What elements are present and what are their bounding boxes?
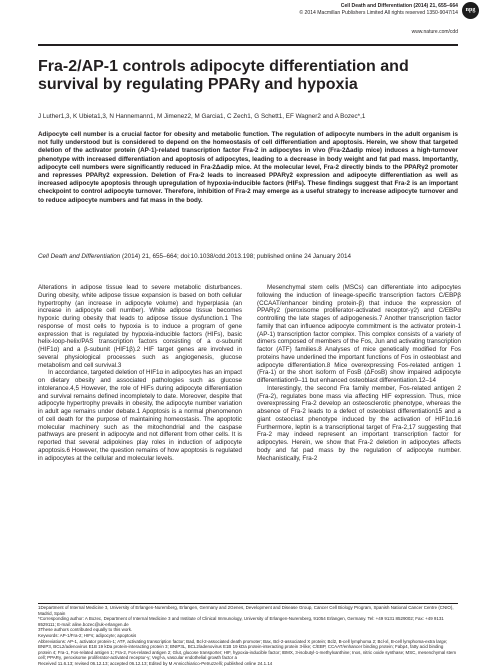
article-title: Fra-2/AP-1 controls adipocyte differentiation and survival by regulating PPARγ and hypoxia (38, 58, 409, 93)
abbreviations: Abbreviations: AP-1, activator protein-1; ATF, activating transcription factor; Bad, Bcl-2-associated death promoter; Bax, Bcl-2-associated X protein; Bcl2, B-cell lymphoma 2; Bcl-xl, B-cell lymphoma-extra large; BNIP3, BCL2/adenovirus E1B 19 kDa protein-interacting protein 3; BNIP3L, BCL2/adenovirus E1B 19 kDa protein-interacting protein 3-like; C/EBP, CCAAT/enhancer binding protein; Fabp4, fatty acid binding protein 4; Fra-1, Fos-related antigen 1; Fra-2, Fos-related antigen 2; Glut, glucose transporter; HIF, hypoxia-inducible factor; IBMX, 3-isobutyl-1-methylxanthine; Inos, nitric oxide synthase; MSC, mesenchymal stem cell; PPARγ, peroxisome proliferator-activated receptor-γ; Vegf-a, vascular endothelial growth factor a (38, 638, 457, 661)
body-column-right (257, 284, 461, 462)
paragraph: Alterations in adipose tissue lead to severe metabolic disturbances. During obesity, white adipose tissue expansion is based on both cellular hypertrophy (an increase in adipocyte volume) and hyperplasia (an increase in adipocyte cell number). White adipose tissue becomes hypoxic during obesity that leads to adipose tissue dysfunction.1 The response of most cells to hypoxia is to induce a program of gene expression that is regulated by hypoxia-inducible factors (HIFs), basic helix-loop-helix/PAS transcription factors consisting of a α-subunit (HIF1α) and a β-subunit (HIF1β).2 HIF target genes are involved in several physiological processes such as angiogenesis, glucose metabolism and cell survival.3 (38, 284, 242, 369)
equal-contribution: 3These authors contributed equally to this work. (38, 627, 133, 633)
author-list: J Luther1,3, K Ubieta1,3, N Hannemann1, M Jimenez2, M Garcia1, C Zech1, G Schett1, EF Wagner2 and A Bozec*,1 (38, 113, 366, 120)
npg-logo: npg (462, 2, 479, 19)
received-dates: Received 11.6.13; revised 06.12.13; accepted 06.12.13; Edited by M Annicchiarico-Petruzzelli; published online 24.1.14 (38, 660, 273, 666)
paragraph: In accordance, targeted deletion of HIF1α in adipocytes has an impact on dietary obesity and associated pathologies such as glucose intolerance.4,5 However, the role of HIFs during adipocyte differentiation and survival remains defined incompletely to date. Moreover, despite that adipocyte hypertrophy prevails in obesity, the adipocyte number variation in adult age remains under debate.1 Apoptosis is a normal phenomenon of cell death for the purpose of maintaining homeostasis. The apoptotic molecular machinery such as the mitochondrial and the caspase pathways are present in adipocyte and not different from other cells. It is reported that several adipokines play roles in induction of adipocyte apoptosis.6 However, the question remains of how apoptosis is regulated in adipocytes at the cellular and molecular levels. (38, 369, 243, 462)
abstract: Adipocyte cell number is a crucial factor for obesity and metabolic function. The regulation of adipocyte numbers in the adult organism is not fully understood but is considered to depend on the homeostasis of cell differentiation and apoptosis. Herein, we show that targeted deletion of the activator protein (AP-1)-related transcription factor Fra-2 in adipocytes in vivo (Fra-2Δadip mice) induces a high-turnover phenotype with increased differentiation and apoptosis of adipocytes, leading to a decrease in body weight and fat pad mass. Importantly, adipocyte cell numbers were significantly reduced in Fra-2Δadip mice. At the molecular level, Fra-2 directly binds to the PPARγ2 promoter and represses PPARγ2 expression. Deletion of Fra-2 leads to increased PPARγ2 expression and adipocyte differentiation as well as increased adipocyte apoptosis through upregulation of hypoxia-inducible factors (HIFs). These findings suggest that Fra-2 is an important checkpoint to control adipocyte turnover. Therefore, inhibition of Fra-2 may emerge as a useful strategy to increase adipocyte turnover and to reduce adipocyte numbers and fat mass in the body. (38, 131, 458, 204)
affiliations: 1Department of Internal Medicine 3, University of Erlangen-Nuremberg, Erlangen, Germany and 2Genes, Development and Disease Group, Cancer Cell Biology Program, Spanish National Cancer Centre (CNIO), Madrid, Spain (38, 605, 454, 616)
citation-details: (2014) 21, 655–664; doi:10.1038/cdd.2013.198; published online 24 January 2014 (120, 253, 351, 260)
citation-line (38, 253, 351, 260)
body-column-left (38, 284, 242, 462)
keywords: Keywords: AP-1/Fra-2; HIFs; adipocyte; apoptosis (38, 632, 137, 638)
copyright-line: © 2014 Macmillan Publishers Limited All rights reserved 1350-9047/14 (299, 10, 458, 16)
citation-journal: Cell Death and Differentiation (38, 253, 121, 260)
journal-header (299, 3, 458, 17)
paragraph: Interestingly, the second Fra family member, Fos-related antigen 2 (Fra-2), regulates bone mass via affecting HIF expression. Thus, mice overexpressing Fra-2 develop an osteosclerotic phenotype, whereas the absence of Fra-2 leads to a defect of osteoblast differentiation15 and a giant osteoclast phenotype induced by the activation of HIF1α.16 Furthermore, leptin is a transcriptional target of Fra-2,17 suggesting that Fra-2 may indeed represent an important transcription factor for adipocytes. Herein, we show that Fra-2 deletion in adipocytes affects body and fat pad mass by the regulation of adipocyte number. Mechanistically, Fra-2 (257, 384, 461, 462)
paragraph: Mesenchymal stem cells (MSCs) can differentiate into adipocytes following the induction of lineage-specific transcription factors C/EBPβ (CCAAT/enhancer binding protein-β) that induce the expression of PPARγ2 (peroxisome proliferator-activated receptor-γ2) and C/EBPα controlling the late stages of adipogenesis.7 Another transcription factor family that can influence adipocyte commitment is the activator protein-1 (AP-1) transcription factor complex. This complex consists of a variety of dimers composed of members of the Fos, Jun and activating transcription factor (ATF) families.8 Analyses of mice genetically modified for Fos proteins have underlined the important functions of Fos in osteoblast and adipocyte differentiation.8 Mice overexpressing Fos-related antigen 1 (Fra-1) or the short isoform of FosB (ΔFosB) show impaired adipocyte differentiation9–11 but enhanced osteoblast differentiation.12–14 (257, 284, 461, 384)
corresponding-author: *Corresponding author: A Bozec, Department of Internal Medicine 3 and Institute of Clinical Immunology, University of Erlangen-Nuremberg, 91054 Erlangen, Germany. Tel: +49 9131 8529002; Fax: +49 9131 8529111; E-mail: aline.bozec@uk-erlangen.de (38, 616, 444, 627)
footnote-rule (38, 603, 458, 604)
header-rule (38, 44, 458, 46)
journal-citation: Cell Death and Differentiation (2014) 21, 655–664 (340, 3, 458, 9)
journal-url[interactable]: www.nature.com/cdd (411, 29, 458, 35)
footnotes (38, 605, 458, 667)
